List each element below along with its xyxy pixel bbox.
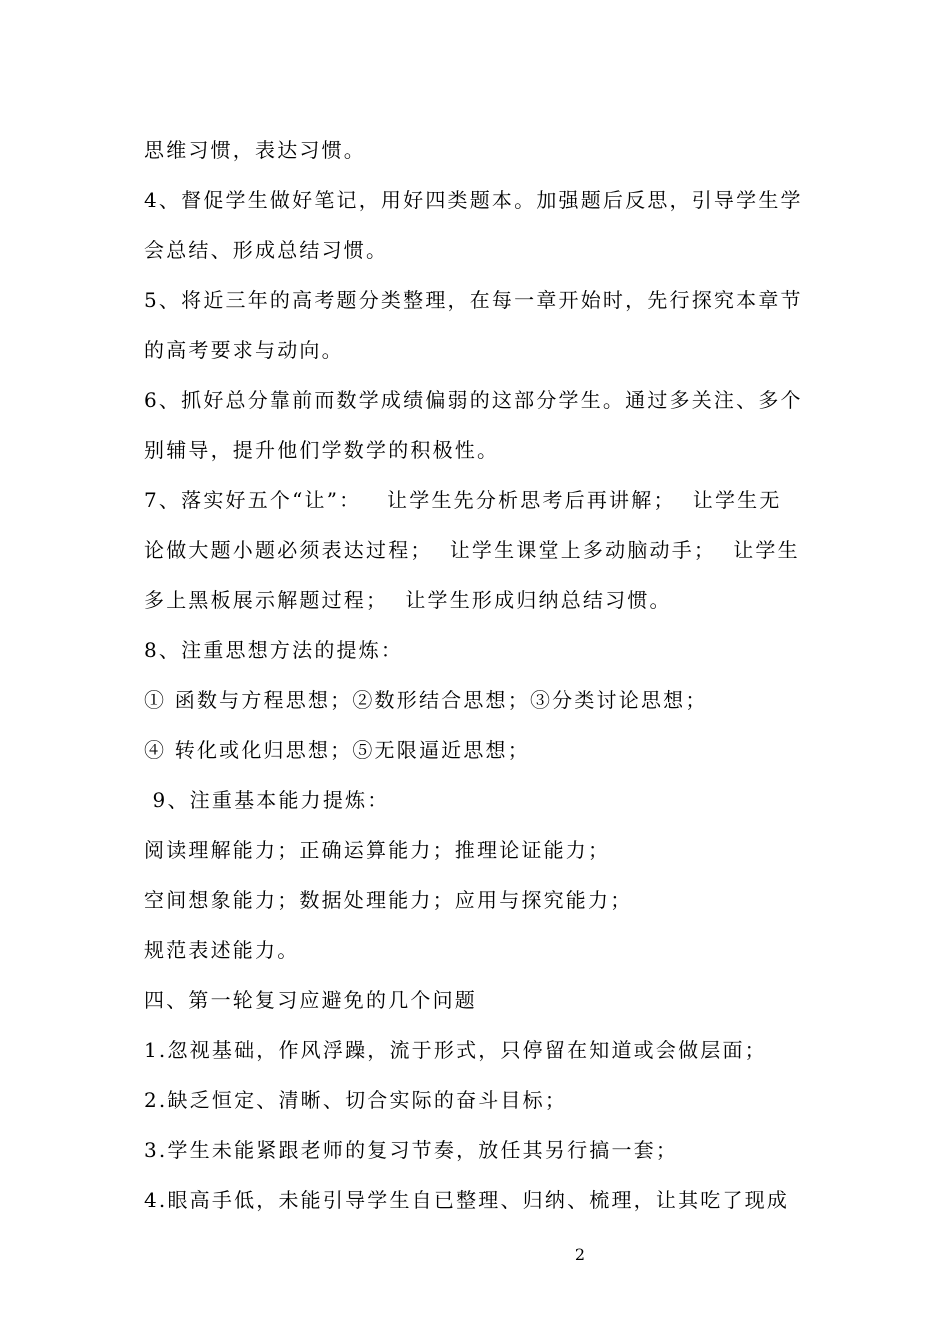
text-line: 四、第一轮复习应避免的几个问题 (144, 988, 477, 1012)
text-line: 多上黑板展示解题过程； 让学生形成归纳总结习惯。 (144, 588, 672, 612)
text-line: 论做大题小题必须表达过程； 让学生课堂上多动脑动手； 让学生 (144, 538, 800, 562)
text-line: 会总结、形成总结习惯。 (144, 238, 389, 262)
text-line: 3.学生未能紧跟老师的复习节奏，放任其另行搞一套； (144, 1138, 679, 1162)
text-line: 4.眼高手低，未能引导学生自已整理、归纳、梳理，让其吃了现成 (144, 1188, 790, 1212)
text-line: 规范表述能力。 (144, 938, 300, 962)
text-line: 空间想象能力；数据处理能力；应用与探究能力； (144, 888, 633, 912)
text-line: 9、注重基本能力提炼： (144, 788, 390, 812)
text-line: ④ 转化或化归思想；⑤无限逼近思想； (144, 738, 530, 762)
text-line: 别辅导，提升他们学数学的积极性。 (144, 438, 500, 462)
text-line: 7、落实好五个“让”： 让学生先分析思考后再讲解； 让学生无 (144, 488, 782, 512)
text-line: 1.忽视基础，作风浮躁，流于形式，只停留在知道或会做层面； (144, 1038, 767, 1062)
text-line: 5、将近三年的高考题分类整理，在每一章开始时，先行探究本章节 (144, 288, 803, 312)
text-line: 8、注重思想方法的提炼： (144, 638, 404, 662)
text-line: 的高考要求与动向。 (144, 338, 344, 362)
text-line: 思维习惯，表达习惯。 (144, 138, 366, 162)
page-number: 2 (574, 1245, 586, 1264)
text-line: 阅读理解能力；正确运算能力；推理论证能力； (144, 838, 611, 862)
text-line: 6、抓好总分靠前而数学成绩偏弱的这部分学生。通过多关注、多个 (144, 388, 803, 412)
text-line: 2.缺乏恒定、清晰、切合实际的奋斗目标； (144, 1088, 568, 1112)
text-line: ① 函数与方程思想；②数形结合思想；③分类讨论思想； (144, 688, 708, 712)
text-line: 4、督促学生做好笔记，用好四类题本。加强题后反思，引导学生学 (144, 188, 803, 212)
